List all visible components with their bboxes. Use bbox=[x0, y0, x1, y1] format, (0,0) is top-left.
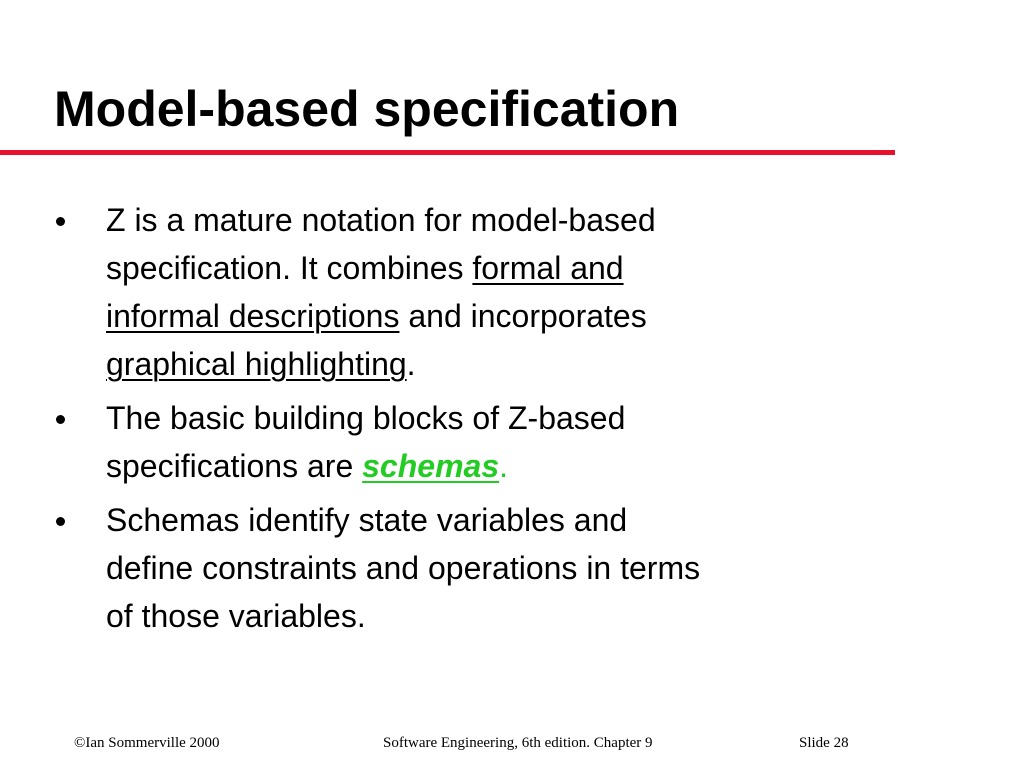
bullet-line bbox=[106, 544, 900, 592]
bullet-item bbox=[0, 394, 900, 490]
title-divider bbox=[0, 150, 895, 155]
bullet-dot-icon bbox=[56, 517, 65, 526]
text-run: The basic building blocks of Z-based bbox=[106, 400, 626, 436]
text-run: . bbox=[499, 448, 508, 484]
bullet-line bbox=[106, 442, 900, 490]
text-run: . bbox=[406, 346, 416, 382]
bullet-dot-icon bbox=[56, 415, 65, 424]
bullet-line bbox=[106, 592, 900, 640]
underlined-phrase: graphical highlighting bbox=[106, 346, 407, 382]
slide-title: Model-based specification bbox=[54, 81, 680, 137]
text-run: define constraints and operations in terms bbox=[106, 550, 701, 586]
emphasized-term: schemas bbox=[362, 448, 500, 484]
text-run: specification. It combines bbox=[106, 250, 473, 286]
bullet-line bbox=[106, 340, 900, 388]
text-run: Schemas identify state variables and bbox=[106, 502, 628, 538]
bullet-item bbox=[0, 496, 900, 640]
bullet-line bbox=[106, 244, 900, 292]
bullet-item bbox=[0, 196, 900, 388]
bullet-line bbox=[106, 292, 900, 340]
bullet-line bbox=[106, 496, 900, 544]
footer-book-title: Software Engineering, 6th edition. Chapter 9 bbox=[383, 735, 653, 751]
text-run: specifications are bbox=[106, 448, 363, 484]
footer-slide-number: Slide 28 bbox=[799, 735, 849, 751]
text-run: Z is a mature notation for model-based bbox=[106, 202, 656, 238]
bullet-dot-icon bbox=[56, 217, 65, 226]
underlined-phrase: formal and bbox=[472, 250, 624, 286]
text-run: and incorporates bbox=[399, 298, 647, 334]
text-run: of those variables. bbox=[106, 598, 366, 634]
footer-copyright: ©Ian Sommerville 2000 bbox=[74, 735, 220, 751]
bullet-list bbox=[0, 196, 900, 646]
bullet-line bbox=[106, 196, 900, 244]
underlined-phrase: informal descriptions bbox=[106, 298, 400, 334]
bullet-line bbox=[106, 394, 900, 442]
